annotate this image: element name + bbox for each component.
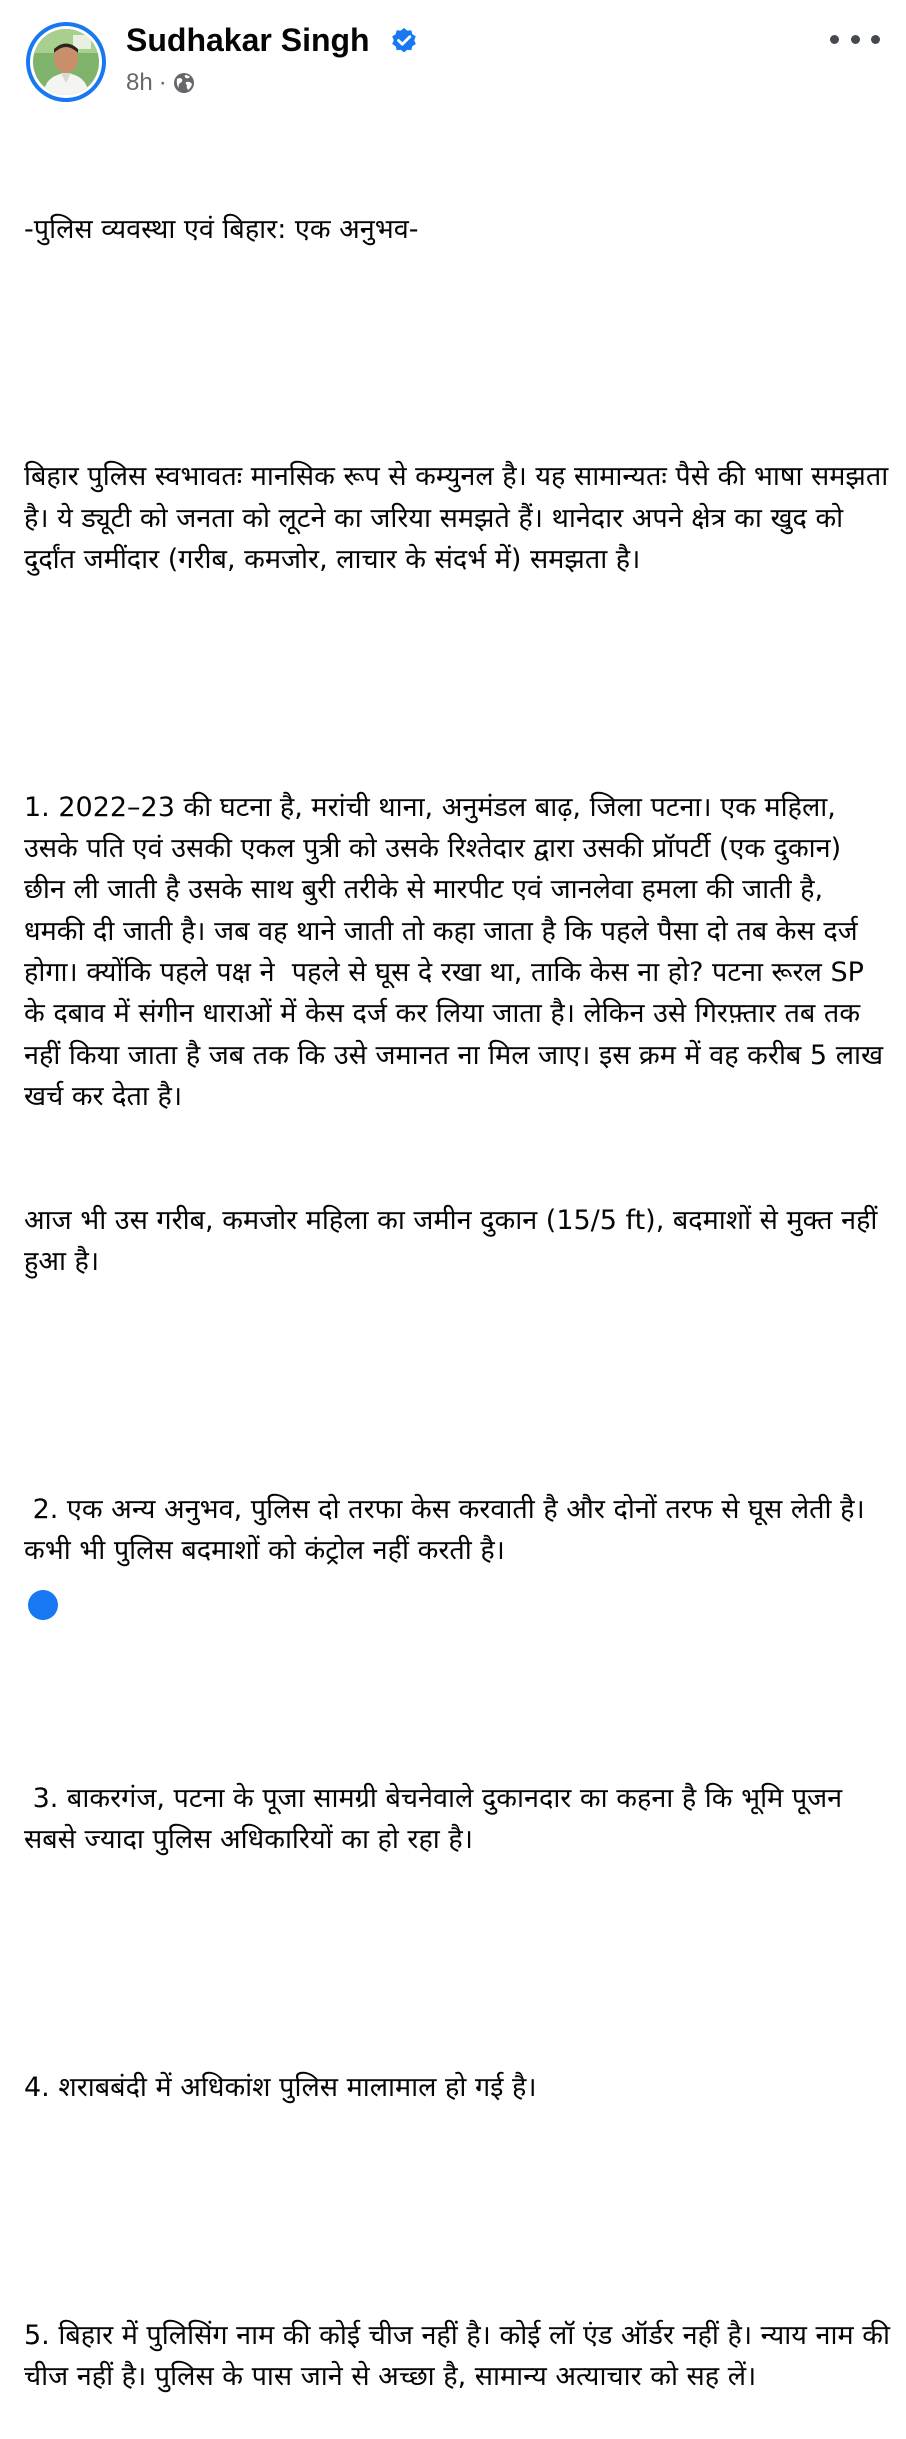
- post-intro: बिहार पुलिस स्वभावतः मानसिक रूप से कम्युनल है। यह सामान्यतः पैसे की भाषा समझता है। ये ड्यूटी को जनता को लूटने का जरिया समझते हैं। थानेदार अपने क्षेत्र का खुद को दुर्दांत जमींदार (गरीब, कमजोर, लाचार के संदर्भ में) समझता है।: [24, 461, 897, 575]
- paragraph-spacer: [24, 332, 890, 373]
- paragraph-spacer: [24, 1365, 890, 1406]
- post-point-3: 3. बाकरगंज, पटना के पूजा सामग्री बेचनेवाले दुकानदार का कहना है कि भूमि पूजन सबसे ज्यादा पुलिस अधिकारियों का हो रहा है।: [24, 1782, 851, 1856]
- verified-badge-icon: [390, 27, 418, 55]
- author-name[interactable]: Sudhakar Singh: [126, 22, 370, 58]
- more-options-button[interactable]: [830, 24, 880, 54]
- paragraph-spacer: [24, 2191, 890, 2232]
- author-avatar[interactable]: [26, 22, 106, 102]
- paragraph-spacer: [24, 1654, 890, 1695]
- more-options-icon: [830, 35, 839, 44]
- avatar-frame: [30, 26, 102, 98]
- paragraph-spacer: [24, 663, 890, 704]
- reaction-icon[interactable]: [28, 1590, 58, 1620]
- post-body: [24, 126, 899, 2439]
- post-point-2: 2. एक अन्य अनुभव, पुलिस दो तरफा केस करवाती है और दोनों तरफ से घूस लेती है। कभी भी पुलिस बदमाशों को कंट्रोल नहीं करती है।: [24, 1493, 874, 1567]
- post-header: [0, 0, 906, 120]
- more-options-icon: [851, 35, 860, 44]
- post-point-4: 4. शराबबंदी में अधिकांश पुलिस मालामाल हो गई है।: [24, 2071, 537, 2103]
- post-title: -पुलिस व्यवस्था एवं बिहार: एक अनुभव-: [24, 213, 419, 245]
- post-meta: [126, 68, 195, 98]
- paragraph-spacer: [24, 1943, 890, 1984]
- post-point-1-followup: आज भी उस गरीब, कमजोर महिला का जमीन दुकान (15/5 ft), बदमाशों से मुक्त नहीं हुआ है।: [24, 1204, 887, 1278]
- profile-photo-icon: [33, 29, 99, 95]
- more-options-icon: [871, 35, 880, 44]
- post-point-1: 1. 2022–23 की घटना है, मरांची थाना, अनुमंडल बाढ़, जिला पटना। एक महिला, उसके पति एवं उसकी एकल पुत्री को उसके रिश्तेदार द्वारा उसकी प्रॉपर्टी (एक दुकान) छीन ली जाती है उसके साथ बुरी तरीके से मारपीट एवं जानलेवा हमला की जाती है, धमकी दी जाती है। जब वह थाने जाती तो कहा जाता है कि पहले पैसा दो तब केस दर्ज होगा। क्योंकि पहले पक्ष ने पहले से घूस दे रखा था, ताकि केस ना हो? पटना रूरल SP के दबाव में संगीन धाराओं में केस दर्ज कर लिया जाता है। लेकिन उसे गिरफ़्तार तब तक नहीं किया जाता है जब तक कि उसे जमानत ना मिल जाए। इस क्रम में वह करीब 5 लाख खर्च कर देता है।: [24, 791, 892, 1112]
- meta-separator: ·: [158, 69, 167, 96]
- post-point-5: 5. बिहार में पुलिसिंग नाम की कोई चीज नहीं है। कोई लॉ एंड ऑर्डर नहीं है। न्याय नाम की चीज नहीं है। पुलिस के पास जाने से अच्छा है, सामान्य अत्याचार को सह लें।: [24, 2319, 899, 2393]
- globe-icon[interactable]: [173, 72, 195, 94]
- post-time[interactable]: 8h: [126, 69, 153, 96]
